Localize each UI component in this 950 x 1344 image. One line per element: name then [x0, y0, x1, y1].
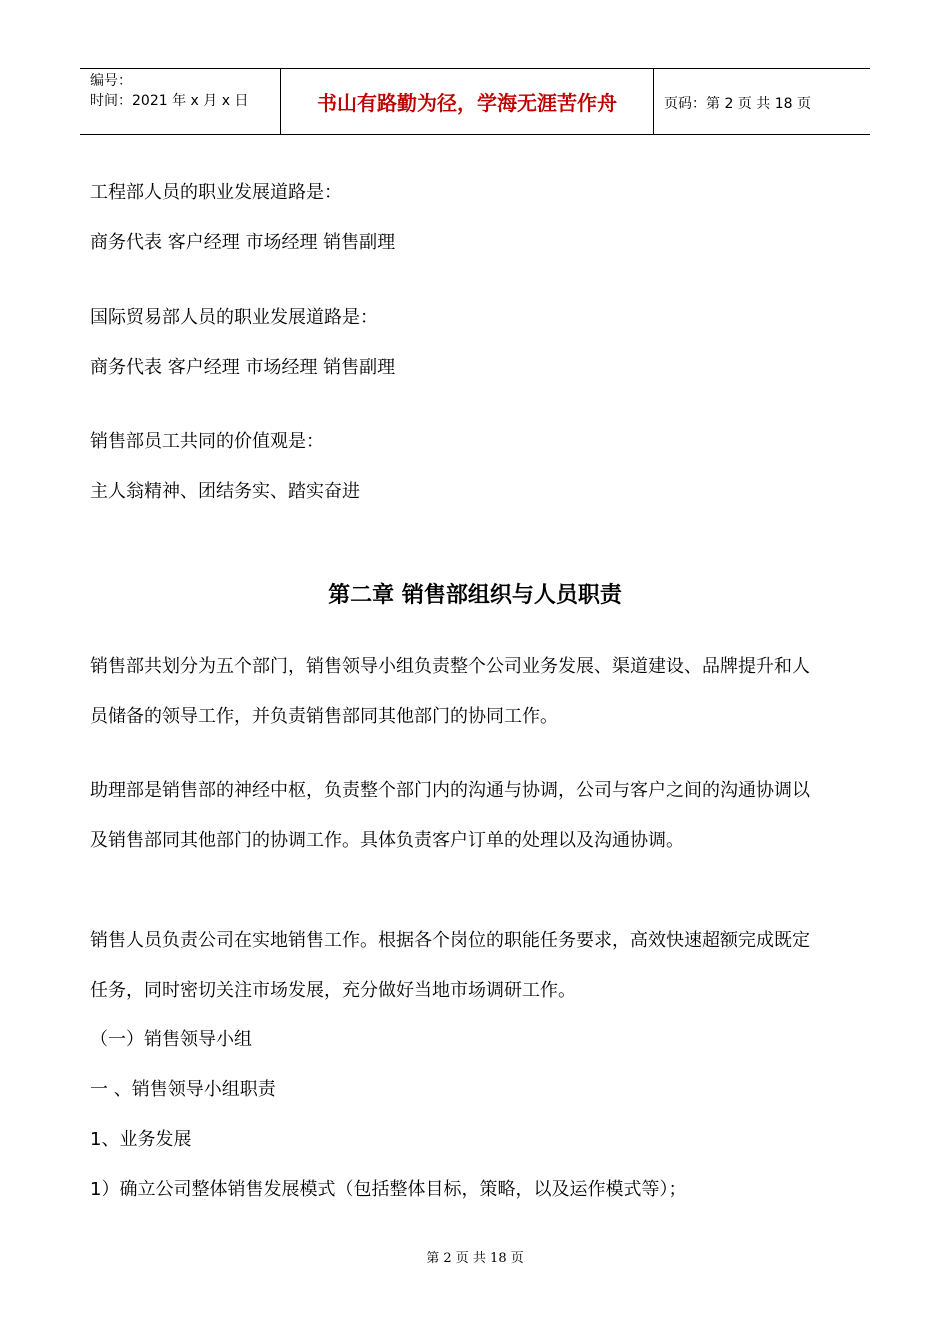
body-line: 及销售部同其他部门的协调工作。具体负责客户订单的处理以及沟通协调。: [90, 830, 684, 851]
header-meta: [90, 71, 248, 111]
chapter-title: 第二章 销售部组织与人员职责: [328, 583, 622, 608]
paragraph-engineering-path: 商务代表 客户经理 市场经理 销售副理: [90, 232, 396, 253]
body-line: 销售部共划分为五个部门，销售领导小组负责整个公司业务发展、渠道建设、品牌提升和人: [90, 656, 810, 677]
document-number-label: 编号：: [90, 73, 132, 89]
body-line: 销售人员负责公司在实地销售工作。根据各个岗位的职能任务要求，高效快速超额完成既定: [90, 930, 810, 951]
body-line: 任务，同时密切关注市场发展，充分做好当地市场调研工作。: [90, 980, 576, 1001]
body-line: 员储备的领导工作，并负责销售部同其他部门的协同工作。: [90, 706, 558, 727]
paragraph-values: 主人翁精神、团结务实、踏实奋进: [90, 481, 360, 502]
paragraph-engineering-path-heading: 工程部人员的职业发展道路是：: [90, 182, 342, 203]
header-page-info: 页码：第 2 页 共 18 页: [664, 96, 811, 112]
section-heading: 一 、销售领导小组职责: [90, 1079, 276, 1100]
header-motto: 书山有路勤为径，学海无涯苦作舟: [280, 68, 654, 135]
paragraph-trade-path-heading: 国际贸易部人员的职业发展道路是：: [90, 307, 378, 328]
section-heading: （一）销售领导小组: [90, 1029, 252, 1050]
page-footer: 第 2 页 共 18 页: [426, 1251, 524, 1266]
body-line: 助理部是销售部的神经中枢，负责整个部门内的沟通与协调，公司与客户之间的沟通协调以: [90, 780, 810, 801]
paragraph-values-heading: 销售部员工共同的价值观是：: [90, 431, 324, 452]
section-heading: 1、业务发展: [90, 1129, 192, 1150]
paragraph-trade-path: 商务代表 客户经理 市场经理 销售副理: [90, 357, 396, 378]
page-header: [80, 68, 870, 135]
list-item: 1）确立公司整体销售发展模式（包括整体目标，策略，以及运作模式等）；: [90, 1179, 687, 1200]
document-time-label: 时间：2021 年 x 月 x 日: [90, 93, 249, 109]
